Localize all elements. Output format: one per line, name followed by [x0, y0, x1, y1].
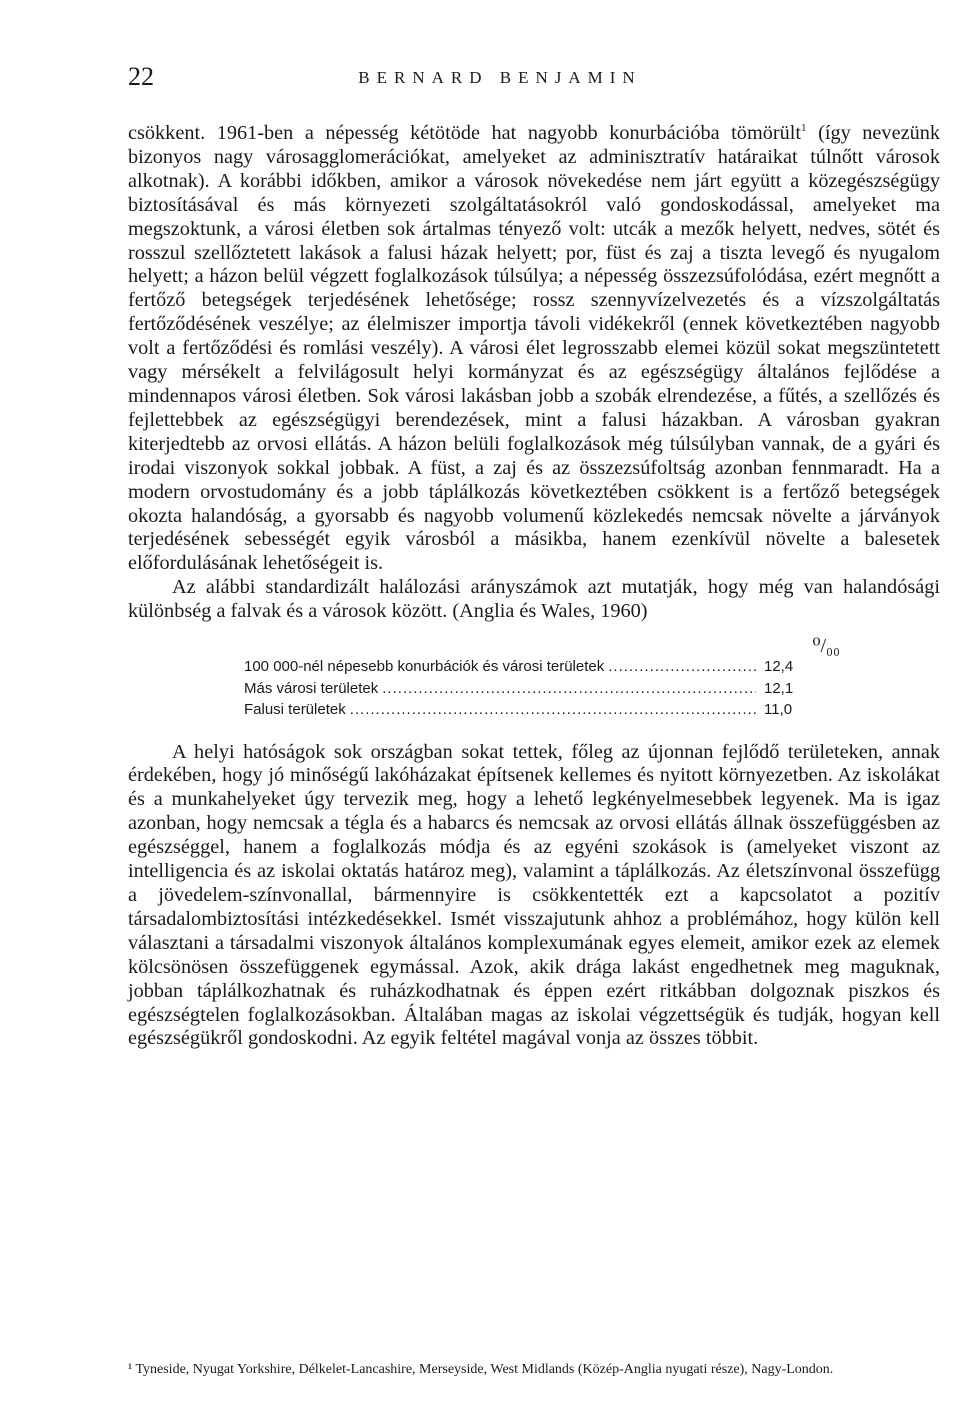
table-row-label: Falusi területek [244, 701, 346, 719]
page-header [0, 62, 960, 102]
paragraph-3: A helyi hatóságok sok országban sokat tettek, főleg az újonnan fejlődő területeken, annak érdekében, hogy jó minőségű lakóházakat építsenek kellemes és nyitott környezetben. Az iskolákat és a munkahelyeket úgy tervezik meg, hogy a lehető legkényelmesebbek legyenek. Ma is igaz azonban, hogy nemcsak a tégla és a habarcs és nemcsak az orvosi ellátás állnak összefüggésben az egészséggel, hanem a foglalkozás módja és az egyéni szokások is (amelyeket viszont az intelligencia és az iskolai oktatás határoz meg), valamint a táplálkozás. Az életszínvonal összefügg a jövedelem-színvonallal, bármennyire is csökkentették ezt a kapcsolatot a pozitív társadalombiztosítási intézkedésekkel. Ismét visszajutunk ahhoz a problémához, hogy külön kell választani a társadalmi viszonyok általános komplexumának egyes elemeit, amikor ezek az elemek kölcsönösen összefüggenek egymással. Azok, akik drága lakást engedhetnek meg maguknak, jobban táplálkozhatnak és ruházkodhatnak és éppen ezért ritkábban dolgoznak piszkos és egészségtelen foglalkozásokban. Általában magas az iskolai végzettségük és tudják, hogyan kell egészségükről gondoskodni. Az egyik feltétel magával vonja az összes többit. [128, 740, 940, 1050]
table-row [244, 680, 824, 702]
running-head: BERNARD BENJAMIN [358, 68, 642, 87]
leader-dots [350, 701, 756, 718]
page-number: 22 [128, 62, 154, 91]
paragraph-1 [128, 122, 940, 576]
footnote-marker: ¹ [128, 1362, 133, 1377]
paragraph-1-rest: (így nevezünk bizonyos nagy városagglomerációkat, amelyeket az adminisztratív határaikat túlnőtt városok alkotnak). A korábbi időkben, amikor a városok növekedése nem járt együtt a közegészségügy biztosításával és más környezeti szolgáltatásokról való gondoskodással, amelyeket ma megszoktunk, a városi életben sok ártalmas tényező volt: utcák a mezők helyett, nedves, sötét és rosszul szellőztetett lakások a falusi házak helyett; por, füst és zaj a tiszta levegő és nyugalom helyett; a házon belül végzett foglalkozások túlsúlya; a népesség összezsúfolódása, ezért megnőtt a fertőző betegségek terjedésének lehetősége; rossz szennyvízelvezetés és a vízszolgáltatás fertőződésének veszélye; az élelmiszer importja távoli vidékekről (ennek következtében nagyobb volt a fertőződési és romlási veszély). A városi élet legrosszabb elemei közül sokat megszüntetett vagy mérsékelt a felvilágosult helyi kormányzat és az egészségügy általános fejlődése a mindennapos városi életben. Sok városi lakásban jobb a szobák elrendezése, a fűtés, a szellőzés és fejlettebbek az egészségügyi berendezések, mint a falusi házakban. A városban gyakran kiterjedtebb az orvosi ellátás. A házon belüli foglalkozások még túlsúlyban vannak, de a gyári és irodai viszonyok sokkal jobbak. A füst, a zaj és az összezsúfoltság azonban fennmaradt. Ha a modern orvostudomány és a jobb táplálkozás következtében csökkent is a fertőző betegségek okozta halandóság, a gyorsabb és nagyobb volumenű közlekedés nemcsak növelte a járványok terjedésének sebességét egyik városból a másikba, hanem ezenkívül növelte a balesetek előfordulásának lehetőségeit is. [128, 122, 940, 575]
table-row-label: Más városi területek [244, 679, 379, 697]
table-unit: ⁰/₀₀ [812, 635, 840, 658]
paragraph-2: Az alábbi standardizált halálozási arányszámok azt mutatják, hogy még van halandósági különbség a falvak és a városok között. (Anglia és Wales, 1960) [128, 576, 940, 623]
table-row-value: 11,0 [764, 701, 793, 719]
table-row [244, 658, 824, 680]
body-text [128, 122, 940, 1051]
leader-dots [608, 658, 756, 675]
table-row-label: 100 000-nél népesebb konurbációk és városi területek [244, 658, 605, 676]
spacer [128, 723, 940, 741]
paragraph-1-start: csökkent. 1961-ben a népesség kétötöde hat nagyobb konurbációba tömörült [128, 122, 802, 144]
mortality-table [244, 658, 824, 723]
footnote-text: Tyneside, Nyugat Yorkshire, Délkelet-Lancashire, Merseyside, West Midlands (Közép-Anglia nyugati része), Nagy-London. [132, 1362, 834, 1377]
table-row-value: 12,4 [764, 658, 794, 676]
table-row [244, 701, 824, 723]
table-row-value: 12,1 [764, 679, 794, 697]
footnote [128, 1360, 940, 1379]
footnote-reference: 1 [801, 122, 807, 135]
leader-dots [382, 680, 756, 697]
